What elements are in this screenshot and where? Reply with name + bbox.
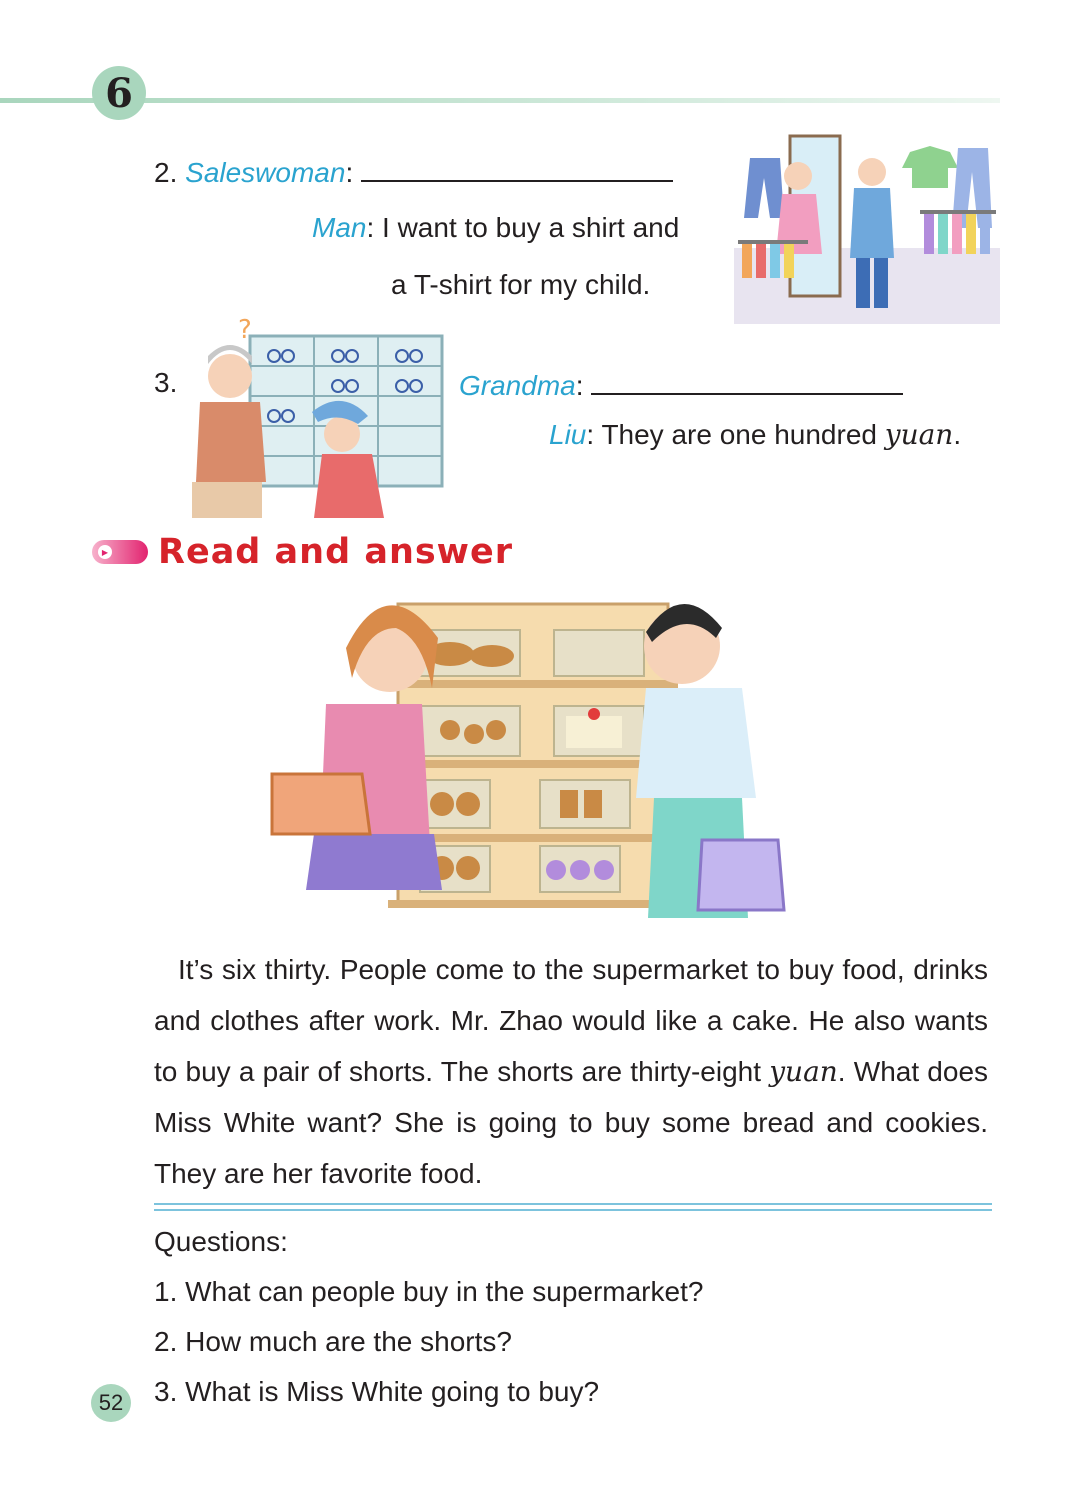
passage-text-part1: It’s six thirty. People come to the supermarket to buy food, drinks and clothes after work. Mr. Zhao would like a cake. He also wants to buy a pair of shorts. The shorts are thirty-eight: [154, 954, 988, 1087]
question-1: 1. What can people buy in the supermarket?: [154, 1276, 704, 1307]
question-3: 3. What is Miss White going to buy?: [154, 1376, 600, 1407]
dialogue-2-line1: 2. Saleswoman:: [154, 154, 673, 189]
svg-text:?: ?: [238, 318, 252, 345]
divider-line: [154, 1209, 992, 1211]
dialogue-3-line1: Grandma:: [459, 367, 903, 402]
currency-yuan: yuan: [884, 418, 954, 451]
dialogue-2-line2: Man: I want to buy a shirt and: [312, 212, 680, 243]
item-number: 2.: [154, 157, 178, 188]
divider-line: [154, 1203, 992, 1205]
clothes-shop-illustration: [734, 128, 1000, 324]
section-title: Read and answer: [158, 532, 514, 572]
answer-blank[interactable]: [591, 367, 903, 395]
header-rule: [0, 98, 1000, 103]
page-number: 52: [91, 1384, 131, 1422]
liu-line: They are one hundred: [601, 419, 877, 450]
man-line: I want to buy a shirt and: [382, 212, 680, 243]
bakery-shelf-illustration: [270, 584, 810, 924]
unit-badge: [92, 66, 146, 120]
question-2: 2. How much are the shorts?: [154, 1326, 512, 1357]
speaker-man: Man: [312, 212, 367, 243]
section-header: [92, 532, 513, 572]
answer-blank[interactable]: [361, 154, 673, 182]
dialogue-2-line3: a T-shirt for my child.: [391, 269, 651, 300]
unit-number: 6: [105, 69, 133, 117]
play-audio-icon[interactable]: ▶: [92, 540, 148, 564]
dialogue-3-line2: Liu: They are one hundred yuan.: [549, 418, 962, 451]
reading-passage: [154, 944, 988, 1199]
speaker-liu: Liu: [549, 419, 587, 450]
currency-yuan: yuan: [769, 1055, 838, 1088]
questions-heading: Questions:: [154, 1226, 288, 1257]
passage-text-part2: . What does Miss White want? She is going to buy some bread and cookies. They are her favorite food.: [154, 1056, 989, 1189]
item-number-3: 3.: [154, 367, 178, 398]
speaker-saleswoman: Saleswoman: [185, 157, 346, 188]
glasses-shop-illustration: [182, 318, 444, 518]
speaker-grandma: Grandma: [459, 370, 576, 401]
